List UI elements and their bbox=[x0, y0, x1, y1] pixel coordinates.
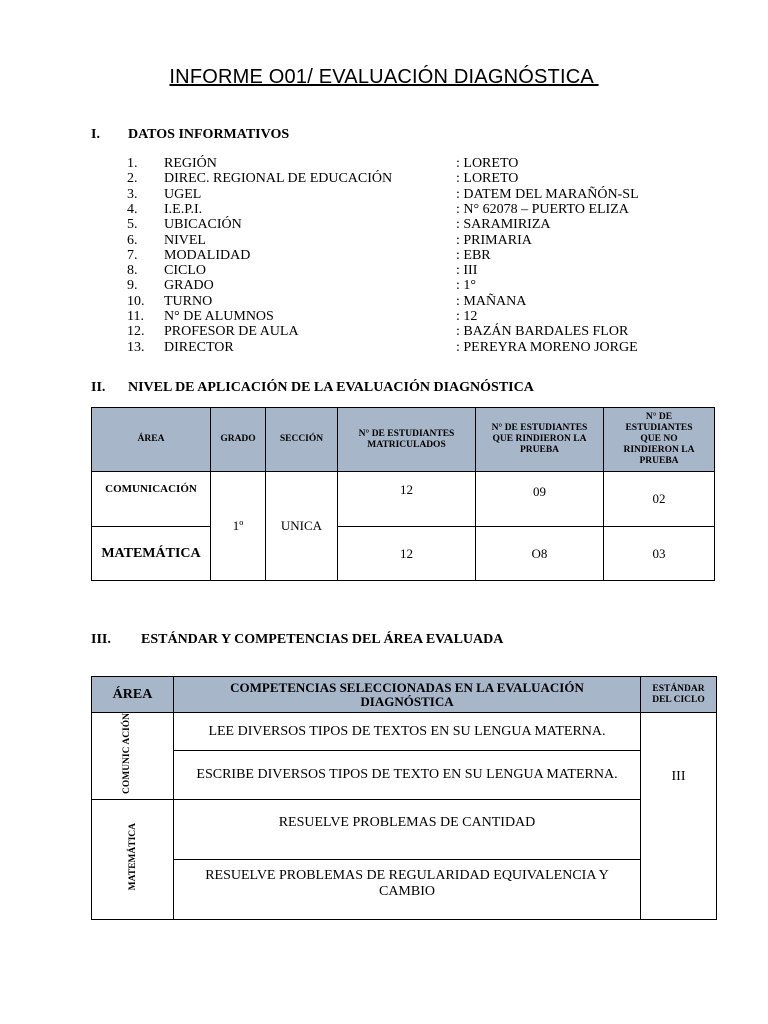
header-area-2: ÁREA bbox=[92, 677, 174, 713]
header-competencias: COMPETENCIAS SELECCIONADAS EN LA EVALUACIÓN DIAGNÓSTICA bbox=[174, 677, 641, 713]
header-grado: GRADO bbox=[211, 408, 266, 472]
info-number: 8. bbox=[127, 263, 138, 279]
header-seccion: SECCIÓN bbox=[266, 408, 338, 472]
info-value: : EBR bbox=[456, 247, 491, 263]
info-label: NIVEL bbox=[164, 232, 206, 248]
competencia-cantidad: RESUELVE PROBLEMAS DE CANTIDAD bbox=[174, 800, 641, 860]
info-number: 7. bbox=[127, 247, 138, 263]
info-label: UBICACIÓN bbox=[164, 217, 242, 233]
info-value: : SARAMIRIZA bbox=[456, 217, 551, 233]
info-value: : 12 bbox=[456, 309, 478, 324]
section-1-title: DATOS INFORMATIVOS bbox=[128, 127, 290, 142]
competencia-regularidad: RESUELVE PROBLEMAS DE REGULARIDAD EQUIVALENCIA Y CAMBIO bbox=[174, 860, 641, 920]
info-label: GRADO bbox=[164, 278, 214, 294]
header-estandar: ESTÁNDAR DEL CICLO bbox=[641, 677, 717, 713]
cell-rindieron-mat: O8 bbox=[476, 527, 604, 581]
header-rindieron: N° DE ESTUDIANTES QUE RINDIERON LA PRUEBA bbox=[476, 408, 604, 472]
section-2-number: II. bbox=[91, 380, 106, 395]
info-value: : BAZÁN BARDALES FLOR bbox=[456, 324, 629, 340]
document-title: INFORME O01/ EVALUACIÓN DIAGNÓSTICA bbox=[169, 66, 599, 88]
cell-no-rindieron-com: 02 bbox=[604, 472, 715, 527]
info-label: TURNO bbox=[164, 293, 213, 309]
info-number: 4. bbox=[127, 201, 138, 217]
area-matematica-cell bbox=[92, 800, 174, 920]
info-value: : PRIMARIA bbox=[456, 232, 532, 248]
info-value: : LORETO bbox=[456, 156, 519, 171]
info-number: 10. bbox=[127, 293, 145, 309]
header-matriculados: N° DE ESTUDIANTES MATRICULADOS bbox=[338, 408, 476, 472]
info-number: 11. bbox=[127, 309, 144, 324]
info-number: 12. bbox=[127, 324, 145, 340]
area-comunicacion-label: COMUNIC ACIÓN bbox=[121, 713, 132, 795]
info-number: 5. bbox=[127, 217, 138, 233]
info-label: DIRECTOR bbox=[164, 339, 234, 355]
info-number: 13. bbox=[127, 339, 145, 355]
info-value: : LORETO bbox=[456, 171, 519, 187]
info-value: : DATEM DEL MARAÑÓN-SL bbox=[456, 186, 639, 202]
info-number: 1. bbox=[127, 156, 138, 171]
cell-no-rindieron-mat: 03 bbox=[604, 527, 715, 581]
info-value: : PEREYRA MORENO JORGE bbox=[456, 339, 638, 355]
header-no-rindieron: N° DE ESTUDIANTES QUE NO RINDIERON LA PRUEBA bbox=[604, 408, 715, 472]
cell-seccion: UNICA bbox=[266, 472, 338, 581]
section-2-title: NIVEL DE APLICACIÓN DE LA EVALUACIÓN DIAGNÓSTICA bbox=[128, 380, 534, 395]
cell-grado: 1º bbox=[211, 472, 266, 581]
info-value: : N° 62078 – PUERTO ELIZA bbox=[456, 201, 629, 217]
info-label: MODALIDAD bbox=[164, 247, 251, 263]
area-comunicacion-cell bbox=[92, 713, 174, 800]
header-area: ÁREA bbox=[92, 408, 211, 472]
cell-matriculados-com: 12 bbox=[338, 472, 476, 527]
row-area-matematica: MATEMÁTICA bbox=[92, 527, 211, 581]
info-number: 9. bbox=[127, 278, 138, 294]
info-label: DIREC. REGIONAL DE EDUCACIÓN bbox=[164, 171, 393, 187]
section-3-number: III. bbox=[91, 632, 111, 647]
cell-matriculados-mat: 12 bbox=[338, 527, 476, 581]
info-number: 2. bbox=[127, 171, 138, 187]
info-value: : MAÑANA bbox=[456, 293, 527, 309]
section-3-title: ESTÁNDAR Y COMPETENCIAS DEL ÁREA EVALUADA bbox=[141, 632, 504, 647]
estandar-value: III bbox=[641, 713, 717, 920]
area-matematica-label: MATEMÁTICA bbox=[127, 823, 138, 891]
aplicacion-table bbox=[91, 407, 715, 581]
info-value: : 1° bbox=[456, 278, 476, 294]
info-label: N° DE ALUMNOS bbox=[164, 309, 274, 324]
info-label: REGIÓN bbox=[164, 156, 217, 171]
info-number: 3. bbox=[127, 186, 138, 202]
info-label: PROFESOR DE AULA bbox=[164, 324, 299, 340]
section-1-heading bbox=[91, 127, 491, 145]
competencia-escribe: ESCRIBE DIVERSOS TIPOS DE TEXTO EN SU LENGUA MATERNA. bbox=[174, 751, 641, 800]
competencias-table bbox=[91, 676, 717, 920]
info-number: 6. bbox=[127, 232, 138, 248]
section-2-heading bbox=[91, 380, 691, 398]
info-label: UGEL bbox=[164, 186, 202, 202]
info-label: I.E.P.I. bbox=[164, 201, 203, 217]
row-area-comunicacion: COMUNICACIÓN bbox=[92, 472, 211, 527]
section-1-number: I. bbox=[91, 127, 100, 142]
competencia-lee: LEE DIVERSOS TIPOS DE TEXTOS EN SU LENGUA MATERNA. bbox=[174, 713, 641, 751]
section-3-heading bbox=[91, 632, 691, 650]
info-value: : III bbox=[456, 263, 478, 279]
cell-rindieron-com: 09 bbox=[476, 472, 604, 527]
info-label: CICLO bbox=[164, 263, 206, 279]
